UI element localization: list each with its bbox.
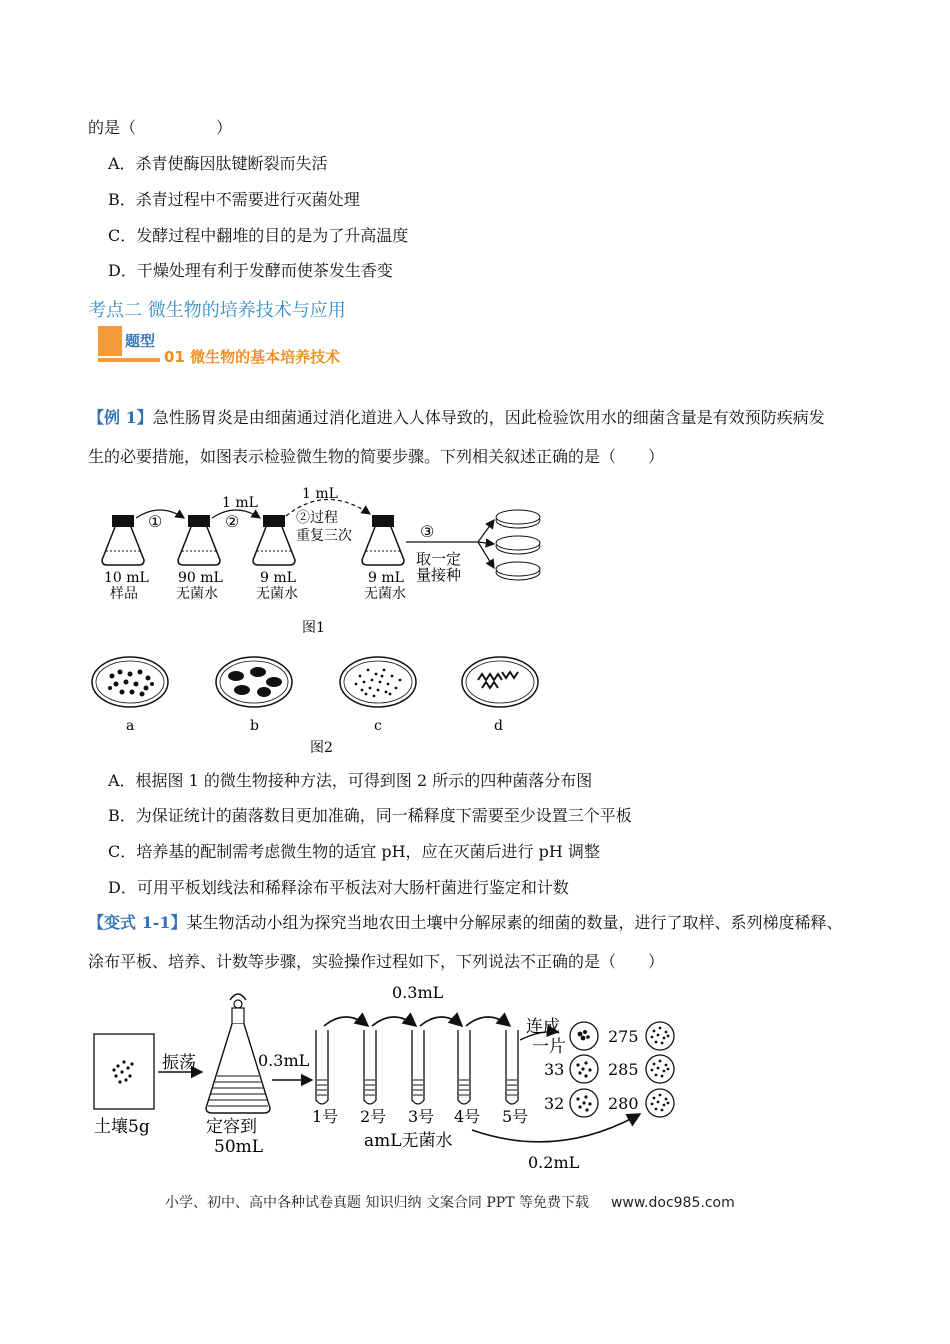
example1-option-c: C．培养基的配制需考虑微生物的适宜 pH，应在灭菌后进行 pH 调整: [108, 842, 600, 861]
flask-4: [362, 515, 404, 565]
flask-1: [102, 515, 144, 565]
example1-label: 【例 1】: [88, 408, 153, 427]
option-b: B．杀青过程中不需要进行灭菌处理: [108, 190, 360, 209]
plate-merged: [570, 1022, 598, 1050]
test-tube-5: [506, 1030, 518, 1104]
example1-option-b: B．为保证统计的菌落数目更加准确，同一稀释度下需要至少设置三个平板: [108, 806, 632, 825]
question-stem-tail: 的是（ ）: [88, 118, 233, 137]
flask-2-name: 无菌水: [176, 586, 218, 602]
plate-d-label: d: [494, 718, 503, 734]
flask-3-volume: 9 mL: [260, 570, 296, 586]
badge-title: 01 微生物的基本培养技术: [164, 348, 341, 366]
test-tube-2: [364, 1030, 376, 1104]
flask-3-name: 无菌水: [256, 586, 298, 602]
count-32: 32: [544, 1094, 565, 1113]
repeat-label-b: 重复三次: [296, 528, 352, 544]
tube-1-label: 1号: [312, 1107, 339, 1126]
page-footer: [165, 1192, 735, 1212]
plate-280: [646, 1089, 674, 1117]
flask-1-volume: 10 mL: [104, 570, 149, 586]
flask-2: [178, 515, 220, 565]
transfer-volume-first: 0.3mL: [258, 1051, 310, 1070]
count-285: 285: [608, 1060, 639, 1079]
count-275: 275: [608, 1027, 639, 1046]
footer-site-link[interactable]: www.doc985.com: [610, 1195, 735, 1211]
plate-a: [92, 657, 168, 707]
count-280: 280: [608, 1094, 639, 1113]
option-c: C．发酵过程中翻堆的目的是为了升高温度: [108, 226, 409, 245]
section-heading: 考点二 微生物的培养技术与应用: [88, 300, 346, 321]
footer-text: 小学、初中、高中各种试卷真题 知识归纳 文案合同 PPT 等免费下载: [165, 1195, 589, 1211]
plate-a-label: a: [126, 718, 135, 734]
variant-line2: 涂布平板、培养、计数等步骤，实验操作过程如下，下列说法不正确的是（ ）: [88, 952, 665, 971]
test-tube-3: [412, 1030, 424, 1104]
inoculate-label-a: 取一定: [416, 550, 462, 568]
example1-text1: 急性肠胃炎是由细菌通过消化道进入人体导致的，因此检验饮用水的细菌含量是有效预防疾病发: [152, 408, 825, 427]
merged-label-b: 一片: [532, 1037, 566, 1057]
plate-275: [646, 1022, 674, 1050]
option-a: A．杀青使酶因肽键断裂而失活: [108, 154, 328, 173]
step-1-label: ①: [148, 512, 163, 531]
plate-c-label: c: [374, 718, 382, 734]
example1-option-d: D．可用平板划线法和稀释涂布平板法对大肠杆菌进行鉴定和计数: [108, 878, 569, 897]
plate-b-label: b: [250, 718, 259, 734]
figure-1: [90, 480, 560, 640]
spread-volume: 0.2mL: [528, 1153, 580, 1172]
test-tube-1: [316, 1030, 328, 1104]
volume-label-1: 1 mL: [222, 495, 258, 511]
transfer-volume-series: 0.3mL: [392, 983, 444, 1002]
dilute-label-b: 50mL: [214, 1137, 264, 1157]
flask-2-volume: 90 mL: [178, 570, 223, 586]
merged-label-a: 连成: [526, 1017, 560, 1037]
flask-4-name: 无菌水: [364, 586, 406, 602]
badge-underline: [98, 358, 160, 362]
figure-2-caption: 图2: [310, 740, 333, 756]
tube-2-label: 2号: [360, 1107, 387, 1126]
option-d: D．干燥处理有利于发酵而使茶发生香变: [108, 261, 393, 280]
variant-line1: [88, 913, 843, 933]
variant-text1: 某生物活动小组为探究当地农田土壤中分解尿素的细菌的数量，进行了取样、系列梯度稀释、: [186, 913, 843, 932]
variant-label: 【变式 1-1】: [88, 913, 187, 932]
tube-5-label: 5号: [502, 1107, 529, 1126]
sterile-water-label: amL无菌水: [364, 1131, 453, 1151]
figure-2: [90, 650, 550, 760]
step-3-label: ③: [420, 522, 435, 541]
dilute-label-a: 定容到: [206, 1117, 257, 1137]
question-type-badge: [98, 326, 368, 366]
badge-block: [98, 326, 122, 356]
inoculate-label-b: 量接种: [416, 566, 462, 584]
figure-1-caption: 图1: [302, 620, 325, 636]
plate-32: [570, 1089, 598, 1117]
soil-label: 土壤5g: [94, 1117, 150, 1137]
figure-3: [88, 980, 688, 1180]
test-tube-4: [458, 1030, 470, 1104]
tube-4-label: 4号: [454, 1107, 481, 1126]
repeat-label-a: ②过程: [296, 510, 338, 526]
example1-option-a: A．根据图 1 的微生物接种方法，可得到图 2 所示的四种菌落分布图: [108, 771, 593, 790]
shake-label: 振荡: [162, 1053, 196, 1073]
plate-top: [496, 510, 540, 528]
plate-b: [216, 657, 292, 707]
volume-label-2: 1 mL: [302, 486, 338, 502]
flask-4-volume: 9 mL: [368, 570, 404, 586]
plate-bottom: [496, 562, 540, 580]
soil-sample-box: [94, 1034, 154, 1109]
plate-285: [646, 1055, 674, 1083]
flask-1-name: 样品: [110, 586, 138, 602]
count-33: 33: [544, 1060, 565, 1079]
plate-c: [340, 657, 416, 707]
badge-tag: 题型: [125, 332, 156, 350]
flask-3: [253, 515, 295, 565]
plate-middle: [496, 536, 540, 554]
plate-d: [462, 657, 538, 707]
tube-3-label: 3号: [408, 1107, 435, 1126]
step-2-label: ②: [225, 512, 240, 531]
example1-line2: 生的必要措施，如图表示检验微生物的简要步骤。下列相关叙述正确的是（ ）: [88, 447, 665, 466]
plate-33: [570, 1055, 598, 1083]
example1-line1: [88, 408, 825, 428]
